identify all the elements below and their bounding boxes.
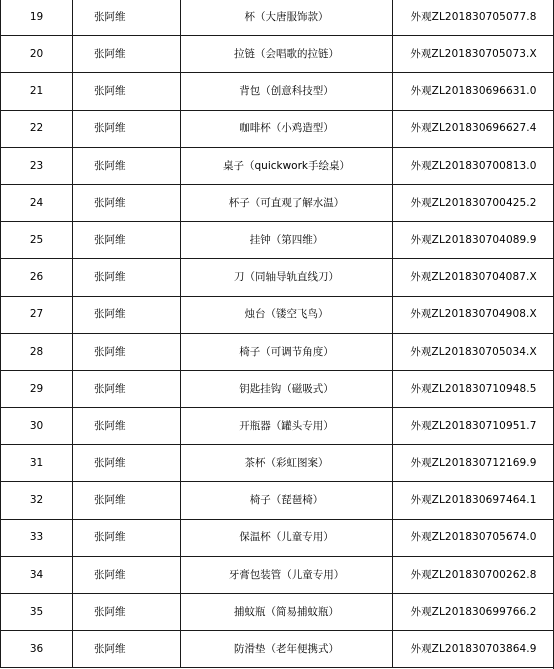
patent-number-cell: 外观ZL201830705674.0 bbox=[393, 519, 554, 556]
applicant-name-cell: 张阿维 bbox=[73, 631, 181, 668]
table-row bbox=[1, 296, 554, 333]
design-title-cell: 椅子（琵琶椅） bbox=[181, 482, 393, 519]
applicant-name-cell: 张阿维 bbox=[73, 370, 181, 407]
design-title-cell: 杯子（可直观了解水温） bbox=[181, 184, 393, 221]
design-title-cell: 咖啡杯（小鸡造型） bbox=[181, 110, 393, 147]
table-row bbox=[1, 333, 554, 370]
design-title-cell: 钥匙挂钩（磁吸式） bbox=[181, 370, 393, 407]
row-number-cell: 31 bbox=[1, 445, 73, 482]
patent-number-cell: 外观ZL201830699766.2 bbox=[393, 594, 554, 631]
row-number-cell: 36 bbox=[1, 631, 73, 668]
patent-number-cell: 外观ZL201830700425.2 bbox=[393, 184, 554, 221]
applicant-name-cell: 张阿维 bbox=[73, 36, 181, 73]
patent-number-cell: 外观ZL201830705077.8 bbox=[393, 0, 554, 36]
design-title-cell: 背包（创意科技型） bbox=[181, 73, 393, 110]
row-number-cell: 19 bbox=[1, 0, 73, 36]
row-number-cell: 33 bbox=[1, 519, 73, 556]
row-number-cell: 24 bbox=[1, 184, 73, 221]
patent-table-body bbox=[1, 0, 554, 668]
design-title-cell: 防滑垫（老年便携式） bbox=[181, 631, 393, 668]
patent-number-cell: 外观ZL201830705073.X bbox=[393, 36, 554, 73]
design-title-cell: 桌子（quickwork手绘桌） bbox=[181, 147, 393, 184]
table-row bbox=[1, 73, 554, 110]
row-number-cell: 30 bbox=[1, 408, 73, 445]
applicant-name-cell: 张阿维 bbox=[73, 408, 181, 445]
design-title-cell: 刀（同轴导轨直线刀） bbox=[181, 259, 393, 296]
design-title-cell: 挂钟（第四维） bbox=[181, 222, 393, 259]
patent-number-cell: 外观ZL201830696627.4 bbox=[393, 110, 554, 147]
design-title-cell: 拉链（会唱歌的拉链） bbox=[181, 36, 393, 73]
applicant-name-cell: 张阿维 bbox=[73, 259, 181, 296]
patent-number-cell: 外观ZL201830705034.X bbox=[393, 333, 554, 370]
table-row bbox=[1, 445, 554, 482]
patent-number-cell: 外观ZL201830712169.9 bbox=[393, 445, 554, 482]
design-title-cell: 茶杯（彩虹图案） bbox=[181, 445, 393, 482]
patent-number-cell: 外观ZL201830710948.5 bbox=[393, 370, 554, 407]
row-number-cell: 27 bbox=[1, 296, 73, 333]
applicant-name-cell: 张阿维 bbox=[73, 110, 181, 147]
applicant-name-cell: 张阿维 bbox=[73, 147, 181, 184]
design-title-cell: 保温杯（儿童专用） bbox=[181, 519, 393, 556]
row-number-cell: 25 bbox=[1, 222, 73, 259]
table-row bbox=[1, 482, 554, 519]
row-number-cell: 29 bbox=[1, 370, 73, 407]
table-row bbox=[1, 594, 554, 631]
row-number-cell: 32 bbox=[1, 482, 73, 519]
table-row bbox=[1, 556, 554, 593]
table-row bbox=[1, 0, 554, 36]
table-row bbox=[1, 519, 554, 556]
row-number-cell: 22 bbox=[1, 110, 73, 147]
patent-number-cell: 外观ZL201830700262.8 bbox=[393, 556, 554, 593]
row-number-cell: 20 bbox=[1, 36, 73, 73]
row-number-cell: 21 bbox=[1, 73, 73, 110]
applicant-name-cell: 张阿维 bbox=[73, 445, 181, 482]
table-row bbox=[1, 110, 554, 147]
design-title-cell: 杯（大唐服饰款） bbox=[181, 0, 393, 36]
applicant-name-cell: 张阿维 bbox=[73, 0, 181, 36]
patent-number-cell: 外观ZL201830710951.7 bbox=[393, 408, 554, 445]
applicant-name-cell: 张阿维 bbox=[73, 73, 181, 110]
row-number-cell: 34 bbox=[1, 556, 73, 593]
patent-number-cell: 外观ZL201830704089.9 bbox=[393, 222, 554, 259]
table-row bbox=[1, 222, 554, 259]
patent-number-cell: 外观ZL201830697464.1 bbox=[393, 482, 554, 519]
applicant-name-cell: 张阿维 bbox=[73, 594, 181, 631]
table-row bbox=[1, 370, 554, 407]
applicant-name-cell: 张阿维 bbox=[73, 519, 181, 556]
design-title-cell: 烛台（镂空飞鸟） bbox=[181, 296, 393, 333]
row-number-cell: 26 bbox=[1, 259, 73, 296]
applicant-name-cell: 张阿维 bbox=[73, 556, 181, 593]
table-row bbox=[1, 184, 554, 221]
applicant-name-cell: 张阿维 bbox=[73, 296, 181, 333]
table-row bbox=[1, 631, 554, 668]
design-title-cell: 椅子（可调节角度） bbox=[181, 333, 393, 370]
patent-number-cell: 外观ZL201830704087.X bbox=[393, 259, 554, 296]
patent-number-cell: 外观ZL201830703864.9 bbox=[393, 631, 554, 668]
table-row bbox=[1, 408, 554, 445]
design-title-cell: 开瓶器（罐头专用） bbox=[181, 408, 393, 445]
patent-number-cell: 外观ZL201830704908.X bbox=[393, 296, 554, 333]
patent-number-cell: 外观ZL201830700813.0 bbox=[393, 147, 554, 184]
table-row bbox=[1, 36, 554, 73]
applicant-name-cell: 张阿维 bbox=[73, 333, 181, 370]
design-title-cell: 牙膏包装管（儿童专用） bbox=[181, 556, 393, 593]
table-row bbox=[1, 259, 554, 296]
applicant-name-cell: 张阿维 bbox=[73, 482, 181, 519]
applicant-name-cell: 张阿维 bbox=[73, 222, 181, 259]
applicant-name-cell: 张阿维 bbox=[73, 184, 181, 221]
patent-number-cell: 外观ZL201830696631.0 bbox=[393, 73, 554, 110]
row-number-cell: 35 bbox=[1, 594, 73, 631]
row-number-cell: 28 bbox=[1, 333, 73, 370]
table-row bbox=[1, 147, 554, 184]
design-title-cell: 捕蚊瓶（简易捕蚊瓶） bbox=[181, 594, 393, 631]
row-number-cell: 23 bbox=[1, 147, 73, 184]
